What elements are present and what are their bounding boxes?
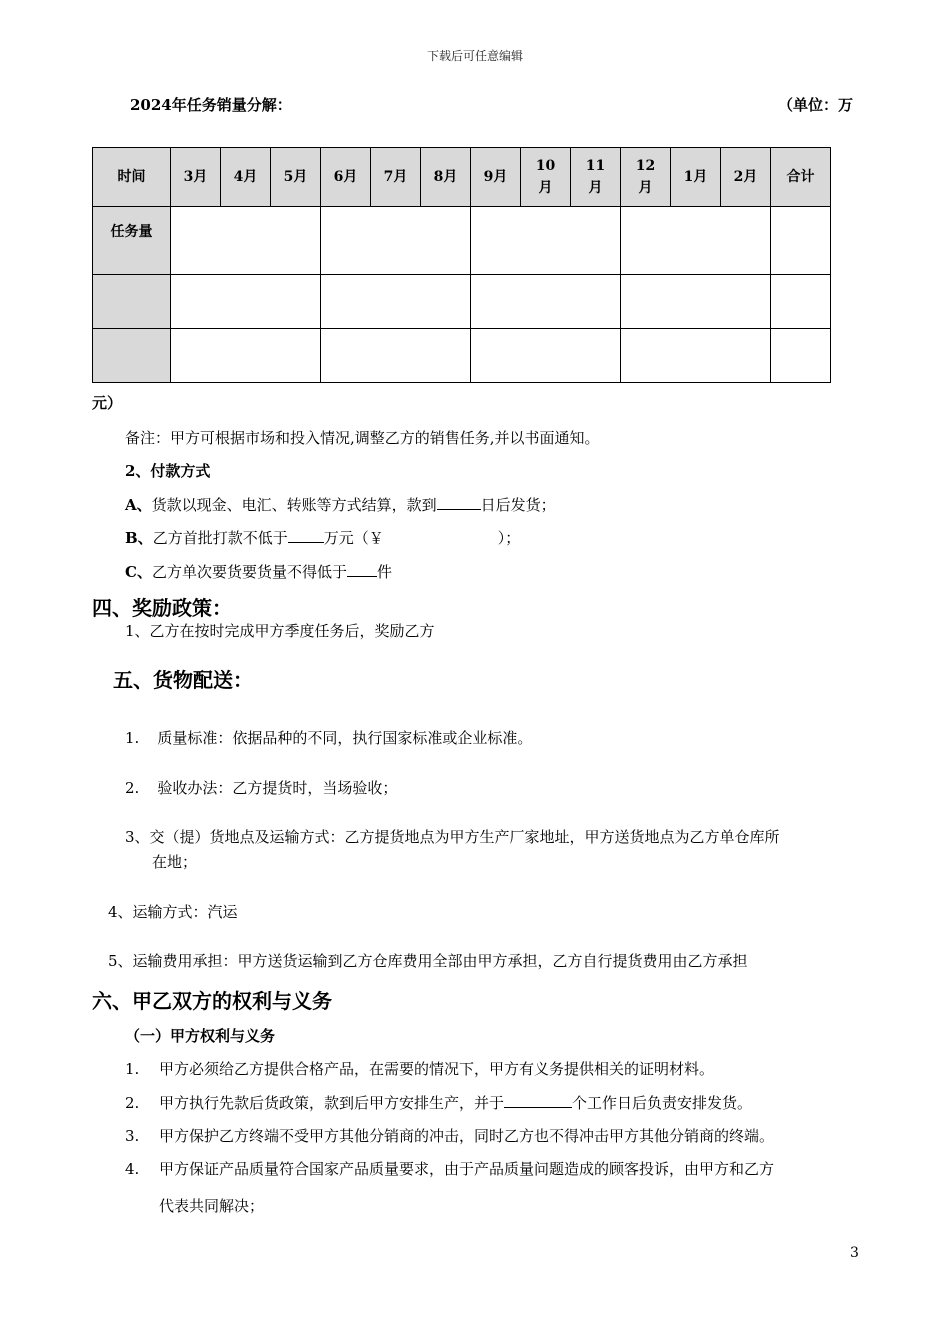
section6-item4 xyxy=(125,1158,774,1179)
header-cell-may: 5月 xyxy=(271,148,321,207)
payment-amount-blank xyxy=(288,542,324,543)
table-cell xyxy=(321,329,471,383)
task-table xyxy=(92,147,831,383)
payment-b-text1: 乙方首批打款不低于 xyxy=(152,529,288,547)
section6-item4-no: 4. xyxy=(125,1160,140,1178)
section5-item4: 4、运输方式：汽运 xyxy=(108,903,238,921)
header-cell-dec xyxy=(621,148,671,207)
nov-unit: 月 xyxy=(588,180,603,196)
section4-item1: 1、乙方在按时完成甲方季度任务后，奖励乙方 xyxy=(125,622,435,640)
header-cell-jul: 7月 xyxy=(371,148,421,207)
remark-text: 备注：甲方可根据市场和投入情况,调整乙方的销售任务,并以书面通知。 xyxy=(125,429,600,447)
payment-b-prefix: B、 xyxy=(125,529,153,547)
table-cell xyxy=(621,329,771,383)
header-cell-feb: 2月 xyxy=(721,148,771,207)
header-cell-mar: 3月 xyxy=(171,148,221,207)
section4-title: 四、奖励政策： xyxy=(92,596,232,620)
table-cell xyxy=(171,329,321,383)
sales-breakdown-title: 2024年任务销量分解： xyxy=(130,96,292,114)
table-cell xyxy=(771,275,831,329)
table-cell xyxy=(321,207,471,275)
header-cell-sep: 9月 xyxy=(471,148,521,207)
header-cell-oct xyxy=(521,148,571,207)
unit-label-open: （单位：万 xyxy=(778,96,854,114)
section6-item3 xyxy=(125,1125,774,1146)
payment-item-b xyxy=(125,527,520,548)
page-header: 下载后可任意编辑 xyxy=(426,49,523,63)
table-cell xyxy=(321,275,471,329)
table-cell xyxy=(771,329,831,383)
section5-item2-no: 2. xyxy=(125,779,140,797)
payment-item-a xyxy=(125,494,556,515)
table-cell xyxy=(471,207,621,275)
table-header-row xyxy=(93,148,831,207)
section5-item2 xyxy=(125,777,397,798)
section5-item3-line2: 在地； xyxy=(152,853,198,871)
section5-item5: 5、运输费用承担：甲方送货运输到乙方仓库费用全部由甲方承担，乙方自行提货费用由乙方承担 xyxy=(108,952,748,970)
section6-item4-text: 甲方保证产品质量符合国家产品质量要求，由于产品质量问题造成的顾客投诉，由甲方和乙方 xyxy=(159,1160,775,1178)
payment-item-c xyxy=(125,561,392,582)
section6-item2-no: 2. xyxy=(125,1094,140,1112)
oct-num: 10 xyxy=(535,158,556,174)
section6-item4-line2: 代表共同解决； xyxy=(159,1197,265,1215)
section6-item1-text: 甲方必须给乙方提供合格产品，在需要的情况下，甲方有义务提供相关的证明材料。 xyxy=(159,1060,715,1078)
header-cell-jun: 6月 xyxy=(321,148,371,207)
header-cell-nov xyxy=(571,148,621,207)
row-label-empty xyxy=(93,329,171,383)
section6-item2-text2: 个工作日后负责安排发货。 xyxy=(572,1094,753,1112)
table-cell xyxy=(471,275,621,329)
table-cell xyxy=(471,329,621,383)
section6-item2 xyxy=(125,1092,752,1113)
header-cell-time: 时间 xyxy=(93,148,171,207)
header-cell-apr: 4月 xyxy=(221,148,271,207)
section5-title: 五、货物配送： xyxy=(113,668,253,692)
oct-unit: 月 xyxy=(538,180,553,196)
section6-item2-text1: 甲方执行先款后货政策，款到后甲方安排生产，并于 xyxy=(159,1094,505,1112)
payment-c-text2: 件 xyxy=(376,563,392,581)
page-number: 3 xyxy=(850,1245,859,1261)
section6-item1 xyxy=(125,1058,714,1079)
payment-quantity-blank xyxy=(347,576,377,577)
table-row xyxy=(93,207,831,275)
unit-label-close: 元） xyxy=(92,394,123,412)
table-row xyxy=(93,275,831,329)
table-cell xyxy=(621,207,771,275)
row-label-task: 任务量 xyxy=(93,207,171,275)
section6-item1-no: 1. xyxy=(125,1060,140,1078)
payment-a-prefix: A、 xyxy=(125,496,152,514)
workdays-blank xyxy=(504,1107,572,1108)
section6-item3-no: 3. xyxy=(125,1127,140,1145)
payment-c-prefix: C、 xyxy=(125,563,152,581)
payment-b-text2: 万元（￥ xyxy=(323,529,384,547)
section5-item3-line1: 3、交（提）货地点及运输方式：乙方提货地点为甲方生产厂家地址，甲方送货地点为乙方单仓库所 xyxy=(125,828,780,846)
header-cell-total: 合计 xyxy=(771,148,831,207)
table-cell xyxy=(771,207,831,275)
table-row xyxy=(93,329,831,383)
payment-c-text1: 乙方单次要货要货量不得低于 xyxy=(151,563,347,581)
section6-sub1: （一）甲方权利与义务 xyxy=(125,1027,276,1045)
dec-num: 12 xyxy=(635,158,656,174)
table-cell xyxy=(171,207,321,275)
section6-item3-text: 甲方保护乙方终端不受甲方其他分销商的冲击，同时乙方也不得冲击甲方其他分销商的终端。 xyxy=(159,1127,775,1145)
payment-a-text2: 日后发货； xyxy=(480,496,556,514)
section5-item1-text: 质量标准：依据品种的不同，执行国家标准或企业标准。 xyxy=(157,729,533,747)
section5-item1 xyxy=(125,727,532,748)
table-cell xyxy=(171,275,321,329)
payment-a-text1: 货款以现金、电汇、转账等方式结算，款到 xyxy=(151,496,437,514)
dec-unit: 月 xyxy=(638,180,653,196)
nov-num: 11 xyxy=(585,158,606,174)
row-label-empty xyxy=(93,275,171,329)
section5-item1-no: 1. xyxy=(125,729,140,747)
header-cell-jan: 1月 xyxy=(671,148,721,207)
payment-title: 2、付款方式 xyxy=(125,462,211,480)
header-cell-aug: 8月 xyxy=(421,148,471,207)
section5-item2-text: 验收办法：乙方提货时，当场验收； xyxy=(157,779,398,797)
payment-days-blank xyxy=(437,509,481,510)
table-cell xyxy=(621,275,771,329)
section6-title: 六、甲乙双方的权利与义务 xyxy=(92,989,332,1013)
payment-b-text3: ）； xyxy=(497,529,521,547)
